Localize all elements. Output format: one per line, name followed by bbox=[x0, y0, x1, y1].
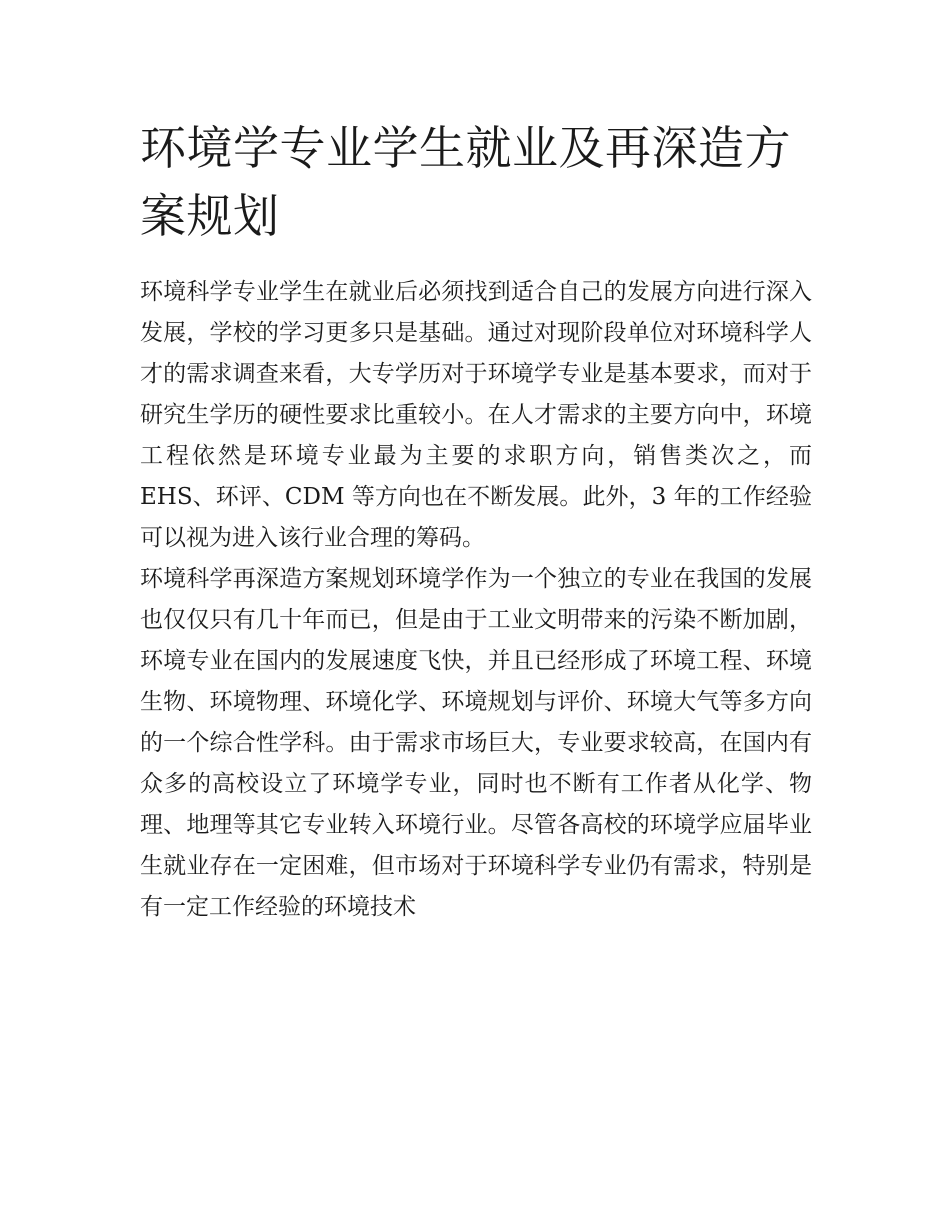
paragraph-employment: 环境科学专业学生在就业后必须找到适合自己的发展方向进行深入发展，学校的学习更多只是基础。通过对现阶段单位对环境科学人才的需求调查来看，大专学历对于环境学专业是基本要求，而对于研究生学历的硬性要求比重较小。在人才需求的主要方向中，环境工程依然是环境专业最为主要的求职方向，销售类次之，而 EHS、环评、CDM 等方向也在不断发展。此外，3 年的工作经验可以视为进入该行业合理的筹码。 bbox=[140, 279, 812, 551]
document-body bbox=[140, 114, 812, 928]
paragraph-further-study: 环境科学再深造方案规划环境学作为一个独立的专业在我国的发展也仅仅只有几十年而已，但是由于工业文明带来的污染不断加剧，环境专业在国内的发展速度飞快，并且已经形成了环境工程、环境生物、环境物理、环境化学、环境规划与评价、环境大气等多方向的一个综合性学科。由于需求市场巨大，专业要求较高，在国内有众多的高校设立了环境学专业，同时也不断有工作者从化学、物理、地理等其它专业转入环境行业。尽管各高校的环境学应届毕业生就业存在一定困难，但市场对于环境科学专业仍有需求，特别是有一定工作经验的环境技术 bbox=[140, 566, 812, 920]
title-spacer bbox=[140, 250, 812, 272]
document-title: 环境学专业学生就业及再深造方案规划 bbox=[140, 121, 791, 243]
